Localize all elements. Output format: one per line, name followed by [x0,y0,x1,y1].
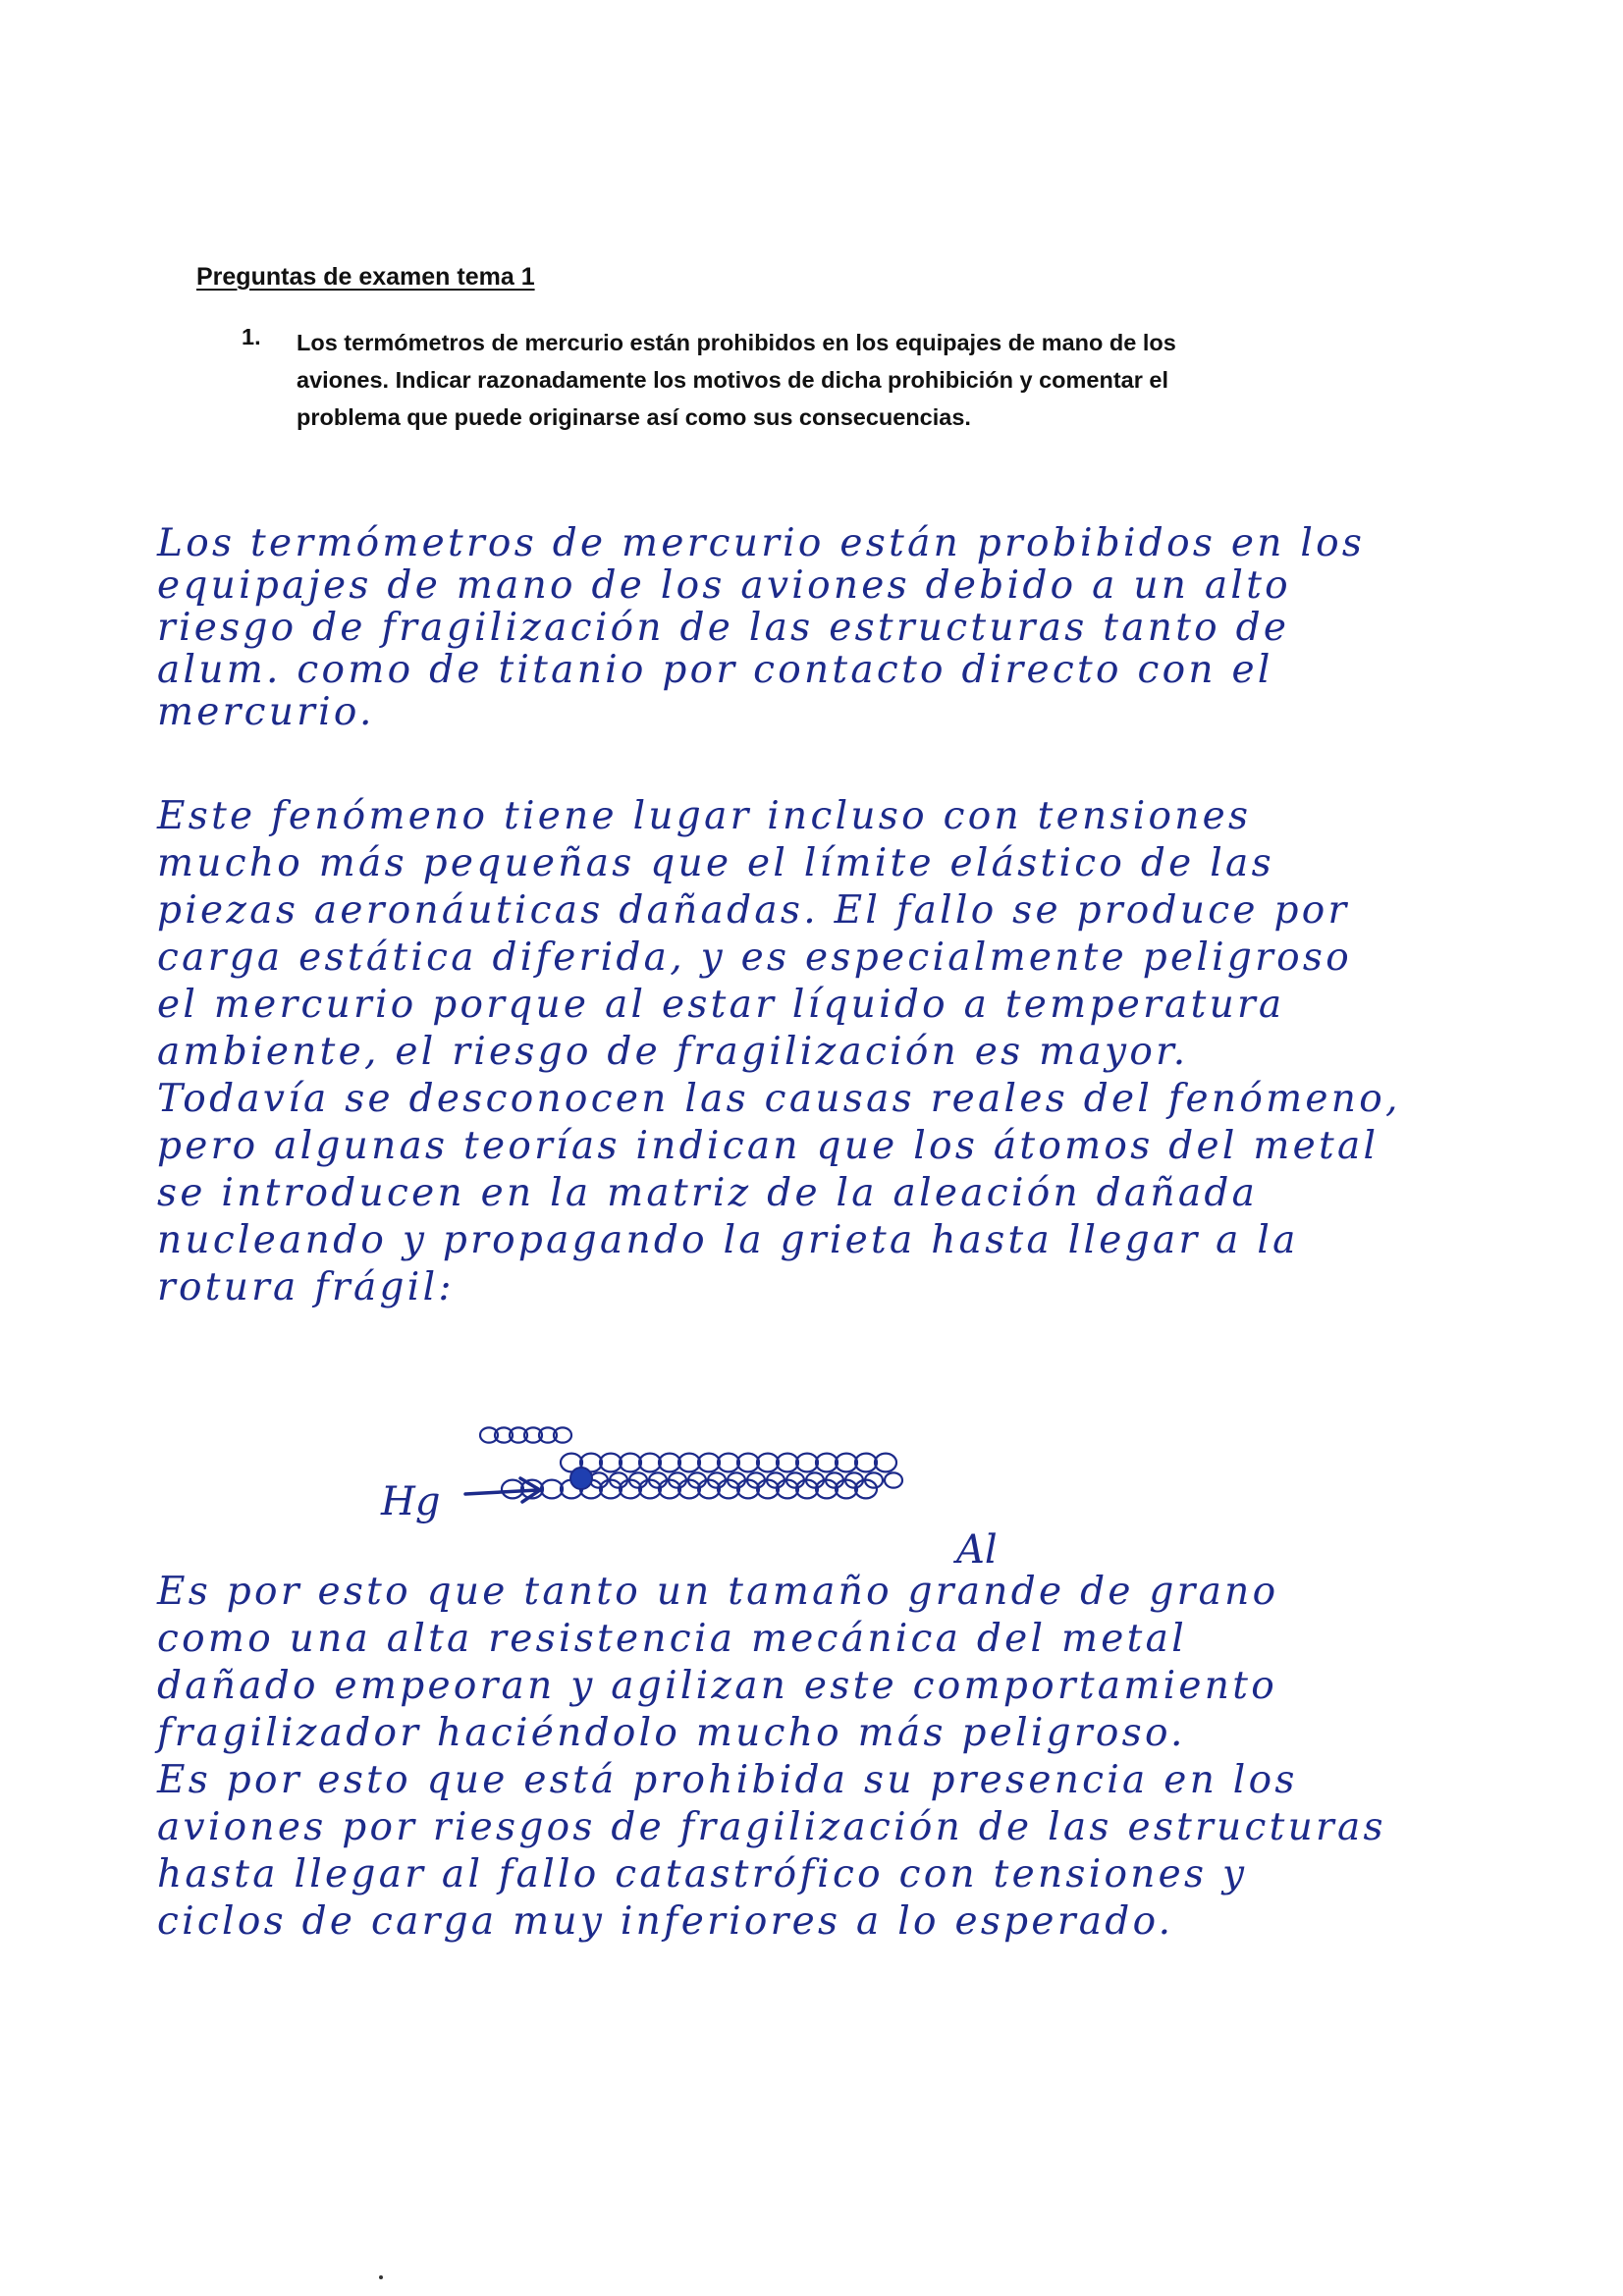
atom-circle [855,1454,877,1472]
atom-circle [659,1454,680,1472]
atom-circle [698,1454,720,1472]
answer-line: se introducen en la matriz de la aleación dañada [157,1171,1259,1215]
exam-heading: Preguntas de examen tema 1 [196,263,535,291]
answer-line: fragilizador haciéndolo mucho más peligroso. [157,1711,1186,1755]
question-number: 1. [242,324,261,349]
stray-mark [379,2275,383,2279]
atom-circle [885,1472,902,1487]
answer-line: nucleando y propagando la grieta hasta llegar a la [157,1218,1299,1262]
answer-line: alum. como de titanio por contacto directo con el [157,648,1273,692]
answer-line: el mercurio porque al estar líquido a temperatura [157,983,1285,1027]
answer-line: Los termómetros de mercurio están probibidos en los [157,521,1366,565]
answer-paragraph-1 [157,522,1532,733]
atom-circle [639,1454,661,1472]
answer-line: como una alta resistencia mecánica del metal [157,1617,1187,1661]
atom-rows [480,1427,902,1498]
mercury-atom [570,1468,592,1489]
answer-line: carga estática diferida, y es especialmente peligroso [157,935,1352,980]
hg-label: Hg [381,1479,441,1524]
answer-line: rotura frágil: [157,1265,455,1309]
answer-paragraph-2 [157,793,1532,1311]
answer-line: dañado empeoran y agilizan este comportamiento [157,1664,1277,1708]
grain-diagram-svg [363,1404,1051,1571]
atom-circle [678,1454,700,1472]
atom-circle [502,1480,523,1499]
atom-circle [757,1454,779,1472]
atom-circle [718,1454,739,1472]
atom-circle [816,1454,838,1472]
atom-circle [875,1454,896,1472]
answer-line: Este fenómeno tiene lugar incluso con tensiones [157,794,1252,838]
answer-line: aviones por riesgos de fragilización de las estructuras [157,1805,1386,1849]
atom-circle [737,1454,759,1472]
question-line: aviones. Indicar razonadamente los motivos de dicha prohibición y comentar el [297,367,1169,393]
answer-line: Todavía se desconocen las causas reales del fenómeno, [157,1077,1401,1121]
question-line: problema que puede originarse así como sus consecuencias. [297,404,971,430]
answer-line: Es por esto que está prohibida su presencia en los [157,1758,1298,1802]
answer-line: ambiente, el riesgo de fragilización es mayor. [157,1030,1189,1074]
atom-circle [836,1454,857,1472]
atom-circle [541,1480,563,1499]
answer-paragraph-3 [157,1569,1532,1946]
answer-line: hasta llegar al fallo catastrófico con tensiones y [157,1852,1248,1896]
grain-diagram [363,1404,1051,1571]
question-text [297,324,1176,436]
answer-line: ciclos de carga muy inferiores a lo esperado. [157,1899,1174,1944]
answer-line: equipajes de mano de los aviones debido a un alto [157,563,1291,608]
answer-line: piezas aeronáuticas dañadas. El fallo se produce por [157,888,1350,933]
answer-line: mercurio. [157,690,375,734]
answer-line: mucho más pequeñas que el límite elástico de las [157,841,1274,885]
answer-line: pero algunas teorías indican que los átomos del metal [157,1124,1380,1168]
answer-line: Es por esto que tanto un tamaño grande de grano [157,1570,1279,1614]
atom-circle [796,1454,818,1472]
atom-circle [600,1454,622,1472]
atom-circle [777,1454,798,1472]
answer-line: riesgo de fragilización de las estructuras tanto de [157,606,1290,650]
atom-circle [620,1454,641,1472]
question-line: Los termómetros de mercurio están prohibidos en los equipajes de mano de los [297,330,1176,355]
al-label: Al [956,1527,998,1571]
